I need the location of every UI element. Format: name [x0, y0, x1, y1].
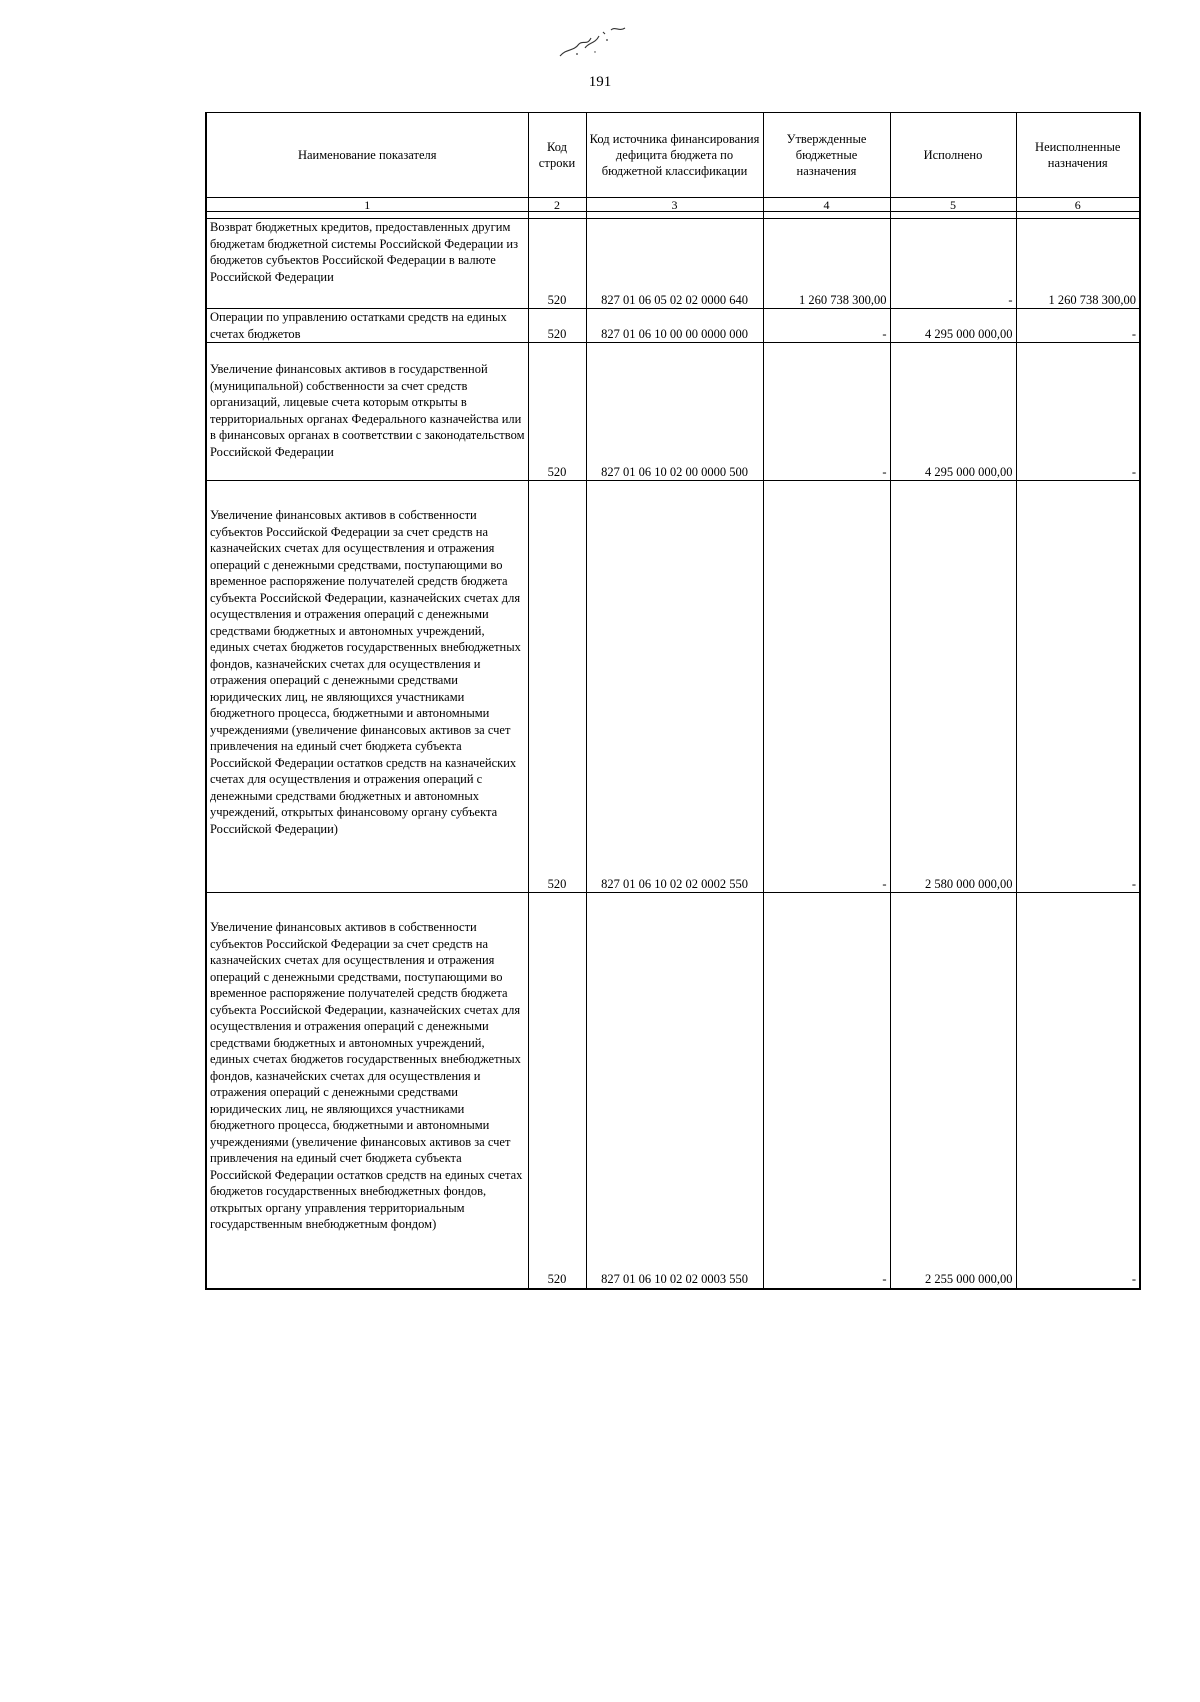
header-executed: Исполнено — [890, 113, 1016, 198]
budget-report-table — [205, 112, 1141, 1290]
row-line-code: 520 — [528, 309, 586, 343]
handwritten-mark — [555, 18, 635, 63]
row-source-code: 827 01 06 10 02 00 0000 500 — [586, 343, 763, 481]
row-executed: 2 255 000 000,00 — [890, 893, 1016, 1289]
row-line-code: 520 — [528, 481, 586, 893]
header-indicator-name: Наименование показателя — [206, 113, 528, 198]
header-approved: Утвержденные бюджетные назначения — [763, 113, 890, 198]
row-unexecuted: 1 260 738 300,00 — [1016, 219, 1140, 309]
row-source-code: 827 01 06 10 02 02 0003 550 — [586, 893, 763, 1289]
table-row — [206, 309, 1140, 343]
header-line-code: Код строки — [528, 113, 586, 198]
row-unexecuted: - — [1016, 893, 1140, 1289]
column-number-row — [206, 198, 1140, 212]
row-name: Увеличение финансовых активов в собственности субъектов Российской Федерации за счет средств на казначейских счетах для осуществления и отражения операций с денежными средствами, поступающими во временное распоряжение получателей средств бюджета субъекта Российской Федерации, казначейских счетах для осуществления и отражения операций с денежными средствами бюджетных и автономных учреждений, единых счетах бюджетов государственных внебюджетных фондов, казначейских счетах для осуществления и отражения операций с денежными средствами юридических лиц, не являющихся участниками бюджетного процесса, бюджетными и автономными учреждениями (увеличение финансовых активов за счет привлечения на единый счет бюджета субъекта Российской Федерации остатков средств на казначейских счетах для осуществления и отражения операций с денежными средствами бюджетных и автономных учреждений, открытых финансовому органу субъекта Российской Федерации) — [206, 481, 528, 893]
column-number: 2 — [528, 198, 586, 212]
column-number: 5 — [890, 198, 1016, 212]
row-executed: 4 295 000 000,00 — [890, 309, 1016, 343]
header-source-code: Код источника финансирования дефицита бюджета по бюджетной классификации — [586, 113, 763, 198]
row-source-code: 827 01 06 10 02 02 0002 550 — [586, 481, 763, 893]
header-row — [206, 113, 1140, 198]
table-row — [206, 893, 1140, 1289]
row-name: Увеличение финансовых активов в государственной (муниципальной) собственности за счет средств организаций, лицевые счета которым открыты в территориальных органах Федерального казначейства или в финансовых органах в соответствии с законодательством Российской Федерации — [206, 343, 528, 481]
row-unexecuted: - — [1016, 481, 1140, 893]
table-row — [206, 343, 1140, 481]
column-number: 6 — [1016, 198, 1140, 212]
row-unexecuted: - — [1016, 343, 1140, 481]
column-number: 3 — [586, 198, 763, 212]
row-line-code: 520 — [528, 219, 586, 309]
table-row — [206, 481, 1140, 893]
row-executed: - — [890, 219, 1016, 309]
row-approved: - — [763, 893, 890, 1289]
row-line-code: 520 — [528, 893, 586, 1289]
column-number: 4 — [763, 198, 890, 212]
row-name: Возврат бюджетных кредитов, предоставленных другим бюджетам бюджетной системы Российской Федерации из бюджетов субъектов Российской Федерации в валюте Российской Федерации — [206, 219, 528, 309]
row-approved: - — [763, 481, 890, 893]
row-executed: 4 295 000 000,00 — [890, 343, 1016, 481]
row-name: Увеличение финансовых активов в собственности субъектов Российской Федерации за счет средств на казначейских счетах для осуществления и отражения операций с денежными средствами, поступающими во временное распоряжение получателей средств бюджета субъекта Российской Федерации, казначейских счетах для осуществления и отражения операций с денежными средствами бюджетных и автономных учреждений, единых счетах бюджетов государственных внебюджетных фондов, казначейских счетах для осуществления и отражения операций с денежными средствами юридических лиц, не являющихся участниками бюджетного процесса, бюджетными и автономными учреждениями (увеличение финансовых активов за счет привлечения на единый счет бюджета субъекта Российской Федерации остатков средств на единых счетах бюджетов государственных внебюджетных фондов, открытых органу управления территориальным государственным внебюджетным фондом) — [206, 893, 528, 1289]
column-number: 1 — [206, 198, 528, 212]
page-number: 191 — [588, 74, 612, 90]
row-source-code: 827 01 06 05 02 02 0000 640 — [586, 219, 763, 309]
table-row — [206, 219, 1140, 309]
header-unexecuted: Неисполненные назначения — [1016, 113, 1140, 198]
row-approved: 1 260 738 300,00 — [763, 219, 890, 309]
row-source-code: 827 01 06 10 00 00 0000 000 — [586, 309, 763, 343]
row-line-code: 520 — [528, 343, 586, 481]
row-approved: - — [763, 343, 890, 481]
row-approved: - — [763, 309, 890, 343]
row-unexecuted: - — [1016, 309, 1140, 343]
row-executed: 2 580 000 000,00 — [890, 481, 1016, 893]
row-name: Операции по управлению остатками средств на единых счетах бюджетов — [206, 309, 528, 343]
